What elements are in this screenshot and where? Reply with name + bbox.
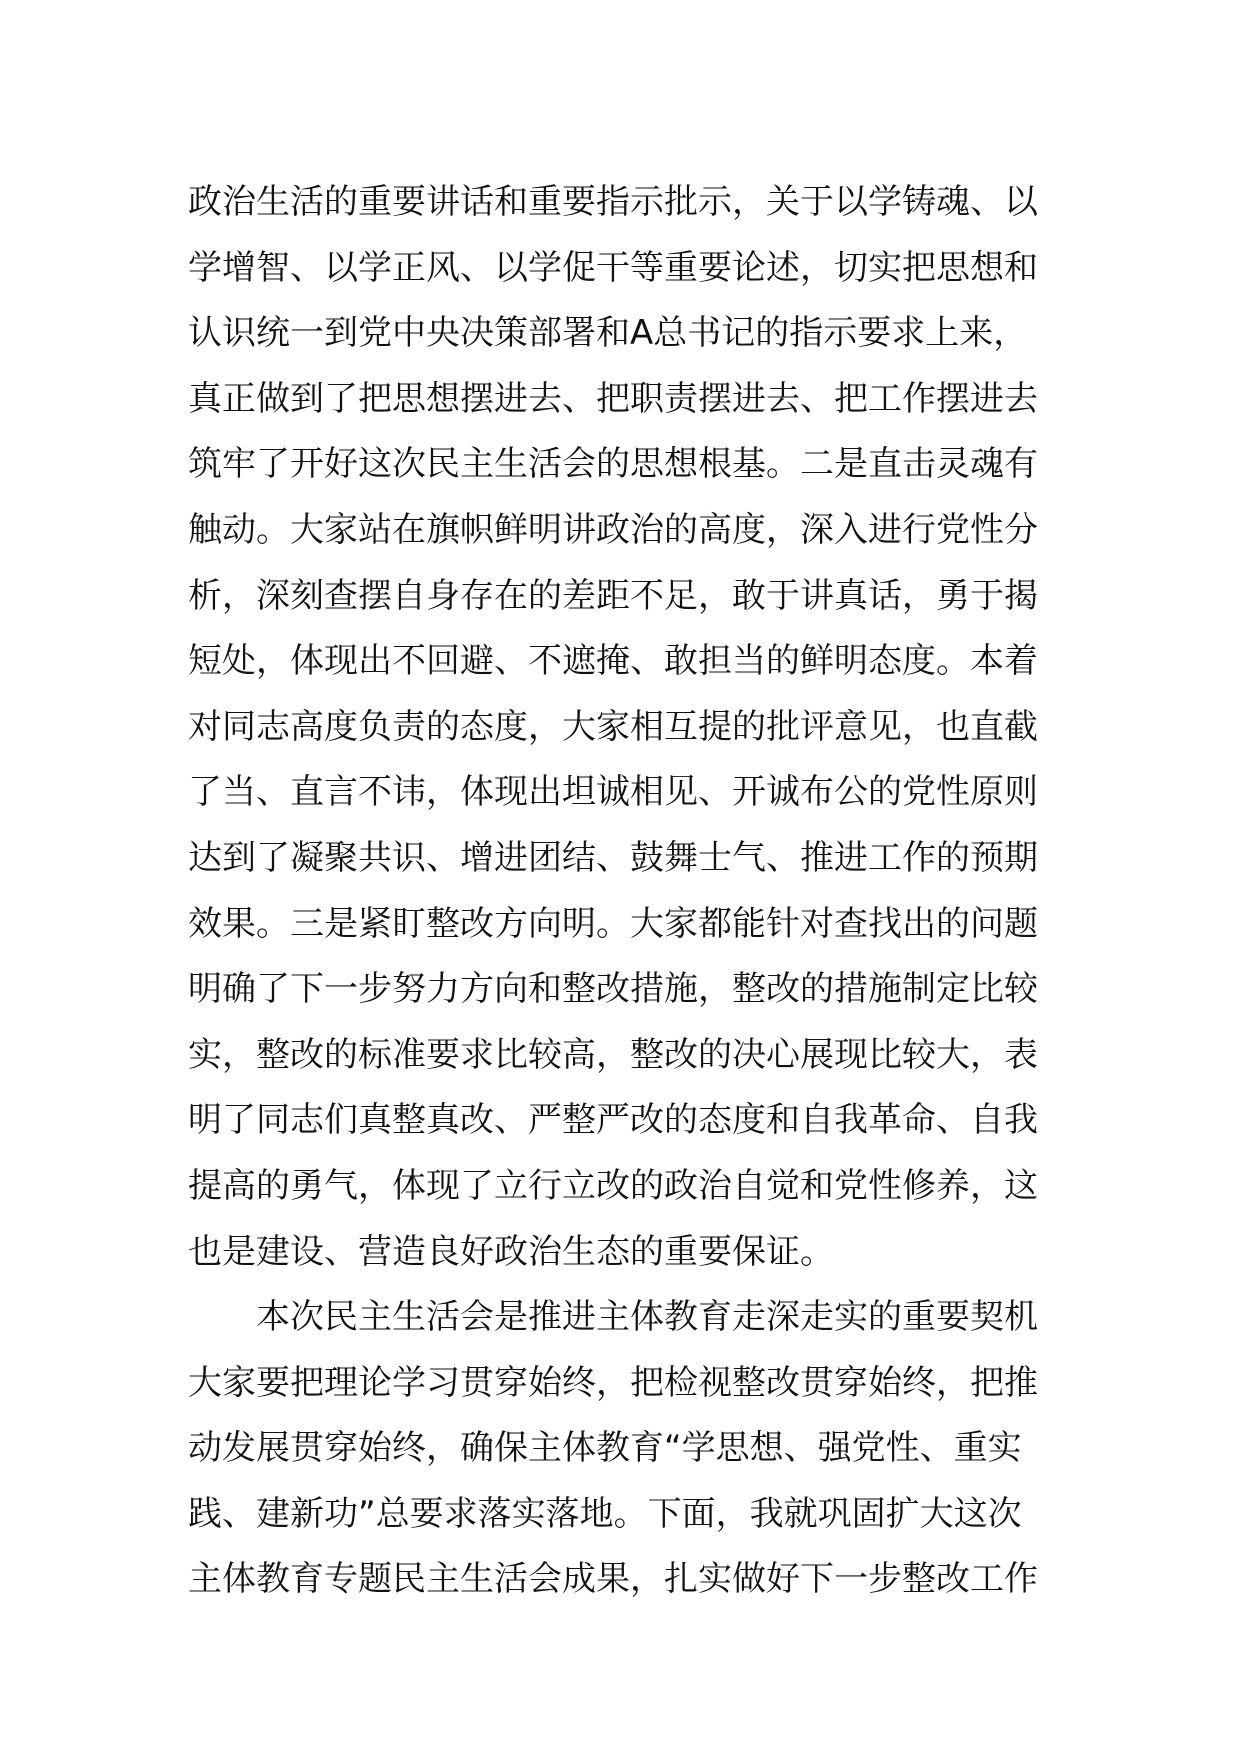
text-line: 效果。三是紧盯整改方向明。大家都能针对查找出的问题 [188, 903, 1038, 944]
text-line: 践、建新功”总要求落实落地。下面，我就巩固扩大这次 [188, 1493, 1022, 1534]
text-line: 认识统一到党中央决策部署和A总书记的指示要求上来， [188, 313, 1028, 354]
text-line: 短处，体现出不回避、不遮掩、敢担当的鲜明态度。本着 [188, 641, 1038, 682]
text-line: 大家要把理论学习贯穿始终，把检视整改贯穿始终，把推 [188, 1362, 1038, 1403]
text-line: 政治生活的重要讲话和重要指示批示，关于以学铸魂、以 [188, 182, 1038, 222]
paragraph-first-line: 本次民主生活会是推进主体教育走深走实的重要契机 [256, 1297, 1038, 1338]
text-line: 明了同志们真整真改、严整严改的态度和自我革命、自我 [188, 1100, 1038, 1141]
text-line: 触动。大家站在旗帜鲜明讲政治的高度，深入进行党性分 [188, 509, 1038, 550]
text-line: 达到了凝聚共识、增进团结、鼓舞士气、推进工作的预期 [188, 837, 1038, 878]
text-line: 学增智、以学正风、以学促干等重要论述，切实把思想和 [188, 247, 1038, 288]
text-line: 提高的勇气，体现了立行立改的政治自觉和党性修养，这 [188, 1165, 1038, 1206]
text-line: 析，深刻查摆自身存在的差距不足，敢于讲真话，勇于揭 [188, 575, 1038, 616]
body-text [188, 170, 1058, 1613]
text-line: 明确了下一步努力方向和整改措施，整改的措施制定比较 [188, 969, 1038, 1010]
text-line: 主体教育专题民主生活会成果，扎实做好下一步整改工作 [188, 1559, 1038, 1600]
text-line: 真正做到了把思想摆进去、把职责摆进去、把工作摆进去 [188, 378, 1038, 419]
text-line: 也是建设、营造良好政治生态的重要保证。 [188, 1231, 834, 1272]
text-line: 对同志高度负责的态度，大家相互提的批评意见，也直截 [188, 706, 1038, 747]
text-line: 动发展贯穿始终，确保主体教育“学思想、强党性、重实 [188, 1428, 1022, 1469]
text-line: 了当、直言不讳，体现出坦诚相见、开诚布公的党性原则 [188, 772, 1038, 813]
text-line: 筑牢了开好这次民主生活会的思想根基。二是直击灵魂有 [188, 444, 1038, 485]
text-line: 实，整改的标准要求比较高，整改的决心展现比较大，表 [188, 1034, 1038, 1075]
